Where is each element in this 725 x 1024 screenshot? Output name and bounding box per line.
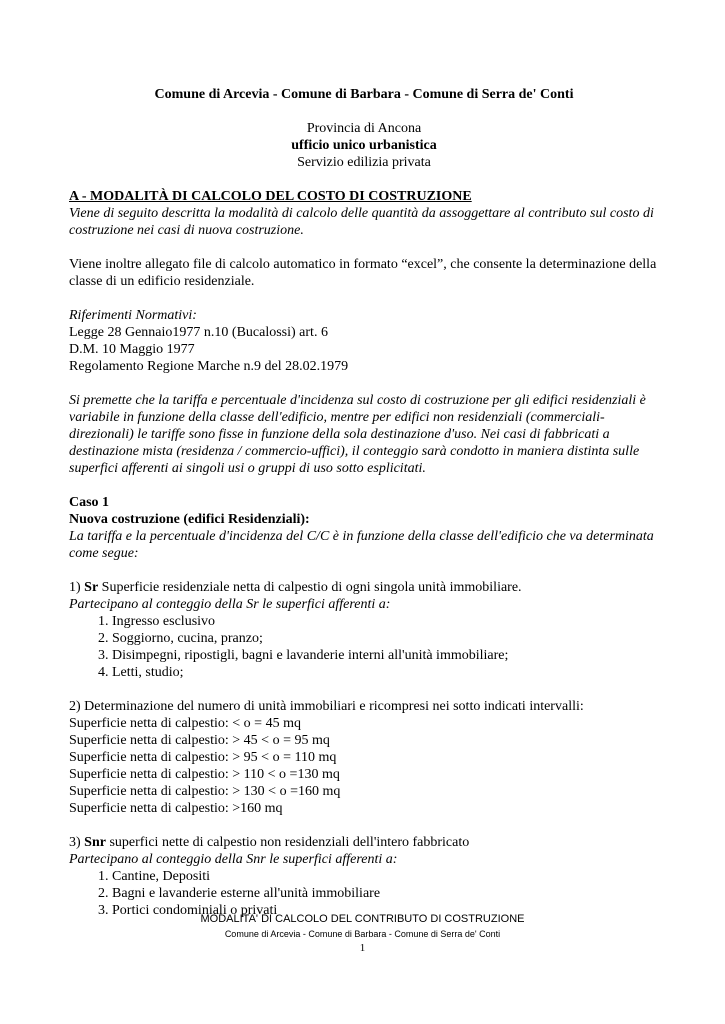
caso1-title: Caso 1 [69,495,110,510]
riferimenti-line: Regolamento Regione Marche n.9 del 28.02.1979 [69,359,349,374]
section-a-intro: Viene di seguito descritta la modalità di calcolo delle quantità da assoggettare al contributo sul costo di costruzione nei casi di nuova costruzione. [69,206,654,238]
list-item: 4. Letti, studio; [112,664,659,681]
point3-text: superfici nette di calpestio non residenziali dell'intero fabbricato [105,835,470,850]
point3-term: Snr [84,835,106,850]
list-item: 2. Soggiorno, cucina, pranzo; [112,630,659,647]
list-item: 1. Cantine, Depositi [112,868,659,885]
document-page [69,86,659,919]
point1-list [69,613,659,681]
point2-line: Superficie netta di calpestio: >160 mq [69,801,283,816]
page-number: 1 [359,942,366,954]
point2-line: Superficie netta di calpestio: < o = 45 mq [69,716,301,731]
point3-italic: Partecipano al conteggio della Snr le superfici afferenti a: [69,852,398,867]
point3-heading [69,834,659,851]
point2-line: Superficie netta di calpestio: > 110 < o =130 mq [69,767,340,782]
point2-line: Superficie netta di calpestio: > 45 < o = 95 mq [69,733,330,748]
point1-italic: Partecipano al conteggio della Sr le superfici afferenti a: [69,597,391,612]
header-ufficio: ufficio unico urbanistica [291,138,437,153]
caso1-desc: La tariffa e la percentuale d'incidenza del C/C è in funzione della classe dell'edificio che va determinata come segue: [69,529,654,561]
premessa-paragraph: Si premette che la tariffa e percentuale d'incidenza sul costo di costruzione per gli edifici residenziali è variabile in funzione della classe dell'edificio, mentre per edifici non residenziali (commerciali-direzionali) le tariffe sono fisse in funzione della sola destinazione d'uso. Nei casi di fabbricati a destinazione mista (residenza / commercio-uffici), il conteggio sarà condotto in maniera distinta sulle superfici afferenti ai singoli usi o gruppi di uso sotto esplicitati. [69,393,646,476]
list-item: 3. Portici condominiali o privati [112,902,659,919]
riferimenti-line: D.M. 10 Maggio 1977 [69,342,195,357]
section-a-title: A - MODALITÀ DI CALCOLO DEL COSTO DI COSTRUZIONE [69,189,472,204]
footer-comuni: Comune di Arcevia - Comune di Barbara - Comune di Serra de' Conti [224,929,501,939]
riferimenti-heading: Riferimenti Normativi: [69,308,197,323]
point1-heading [69,579,659,596]
header-provincia: Provincia di Ancona [306,121,422,136]
footer-title: MODALITA' DI CALCOLO DEL CONTRIBUTO DI COSTRUZIONE [200,913,525,925]
riferimenti-line: Legge 28 Gennaio1977 n.10 (Bucalossi) art. 6 [69,325,328,340]
point2-line: Superficie netta di calpestio: > 95 < o = 110 mq [69,750,337,765]
list-item: 2. Bagni e lavanderie esterne all'unità immobiliare [112,885,659,902]
point2-line: Superficie netta di calpestio: > 130 < o =160 mq [69,784,341,799]
header-comuni: Comune di Arcevia - Comune di Barbara - Comune di Serra de' Conti [154,87,574,102]
section-a-allegato: Viene inoltre allegato file di calcolo automatico in formato “excel”, che consente la determinazione della classe di un edificio residenziale. [69,257,657,289]
list-item: 1. Ingresso esclusivo [112,613,659,630]
point1-term: Sr [84,580,99,595]
point3-number: 3) [69,835,85,850]
point1-text: Superficie residenziale netta di calpestio di ogni singola unità immobiliare. [98,580,522,595]
header-servizio: Servizio edilizia privata [297,155,431,170]
caso1-subtitle: Nuova costruzione (edifici Residenziali): [69,512,310,527]
list-item: 3. Disimpegni, ripostigli, bagni e lavanderie interni all'unità immobiliare; [112,647,659,664]
point1-number: 1) [69,580,85,595]
point2-heading: 2) Determinazione del numero di unità immobiliari e ricompresi nei sotto indicati intervalli: [69,699,584,714]
